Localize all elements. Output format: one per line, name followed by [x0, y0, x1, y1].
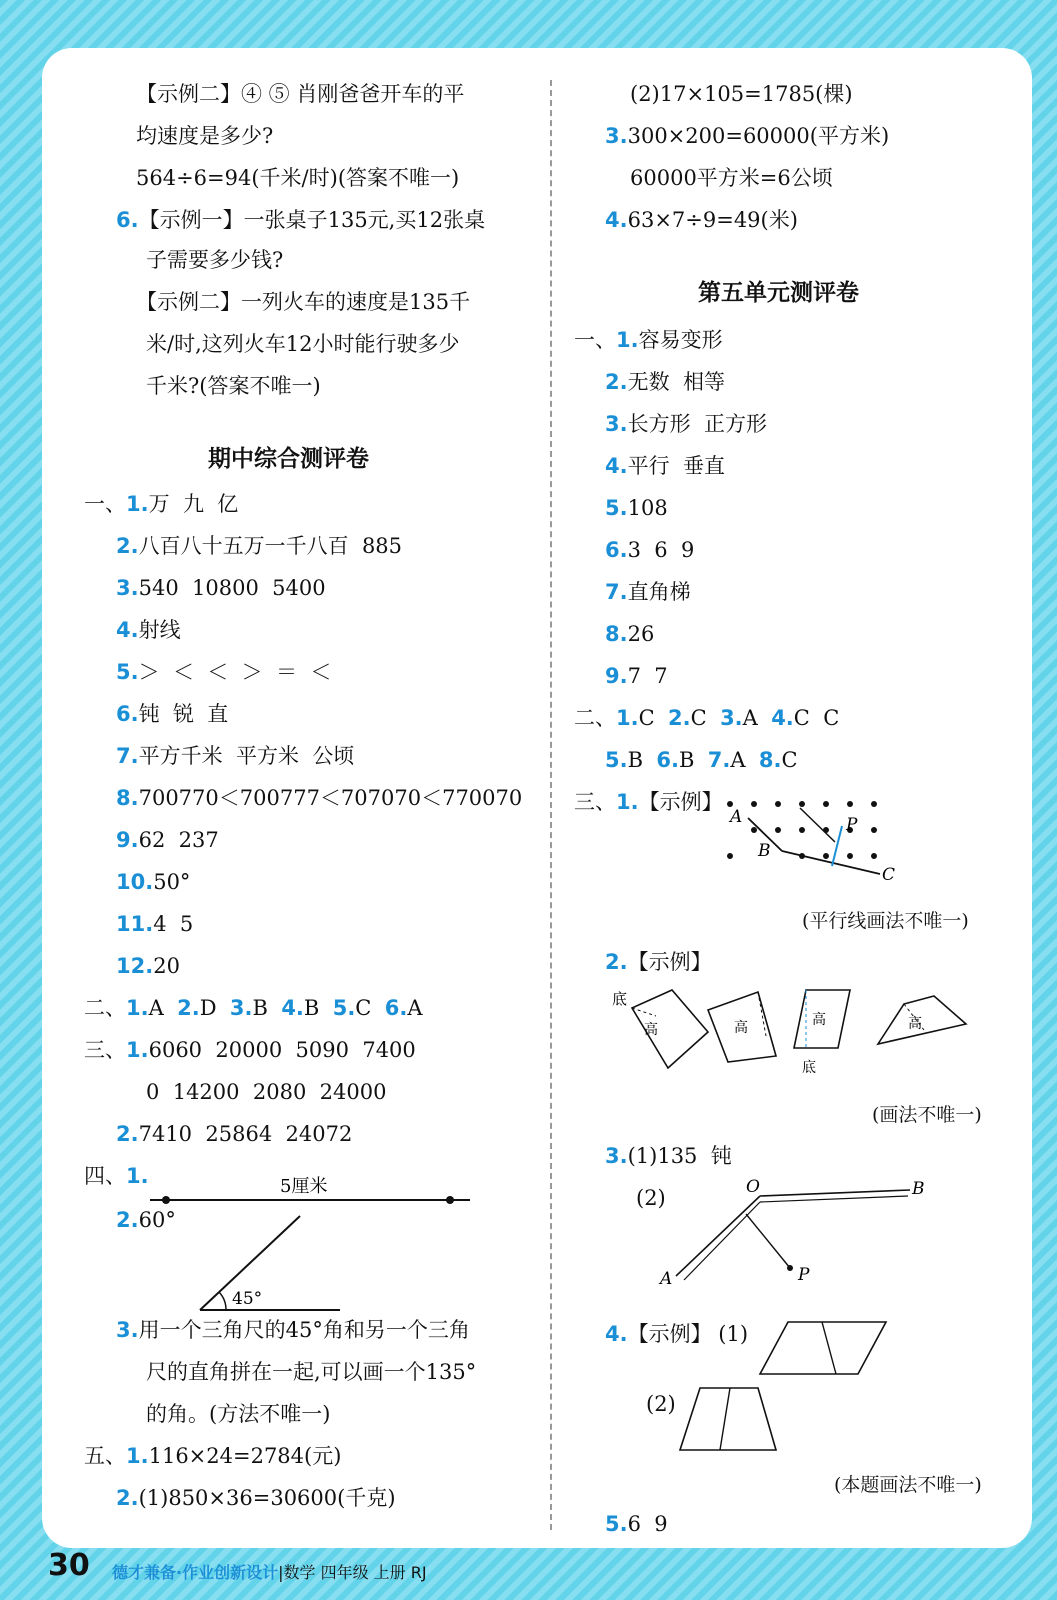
label-A: A: [660, 1269, 673, 1289]
label-di-2: 底: [802, 1060, 816, 1076]
item-number: 8.: [758, 748, 782, 772]
h-4b: (2): [646, 1392, 676, 1416]
answer: C: [355, 996, 372, 1020]
answer: A: [148, 996, 164, 1020]
q1-11: [116, 910, 193, 938]
item-number: 2.: [605, 950, 628, 974]
q1-2: [116, 532, 402, 560]
item-number: 3.: [229, 996, 253, 1020]
q1-8: [116, 784, 522, 812]
item-number: 7.: [605, 580, 628, 604]
q5-2: [116, 1484, 396, 1512]
answer: 700770＜700777＜707070＜770070: [138, 786, 523, 810]
answer: 直角梯: [627, 580, 691, 604]
line-l8: 千米?(答案不唯一): [146, 374, 321, 398]
item-number: 3.: [116, 1318, 139, 1342]
f-1: [574, 326, 723, 354]
q1-9: [116, 826, 219, 854]
point-P: [787, 1265, 793, 1271]
h-4: [605, 1320, 748, 1348]
f-9: [605, 662, 668, 690]
parallel-OA: [684, 1202, 760, 1280]
item-number: 6.: [116, 702, 139, 726]
q5-1: [84, 1442, 341, 1470]
answer: 长方形 正方形: [627, 412, 767, 436]
q1-10: [116, 868, 190, 896]
item-number: 1.: [126, 1038, 149, 1062]
brand-name: 德才兼备·作业创新设计: [112, 1563, 279, 1582]
answer: 300×200=60000(平方米): [627, 124, 890, 148]
parallel-OB: [760, 1196, 908, 1202]
answer: A: [407, 996, 423, 1020]
section-mark: 三、: [574, 790, 616, 814]
label-P: P: [798, 1265, 810, 1285]
q2-row: [84, 994, 423, 1022]
item-number: 1.: [616, 790, 639, 814]
label-gao-4: 高: [908, 1016, 922, 1032]
q4-3b: 尺的直角拼在一起,可以画一个135°: [146, 1360, 477, 1384]
item-number: 1.: [616, 328, 639, 352]
angle-45-figure: [190, 1210, 350, 1320]
line-l7: 米/时,这列火车12小时能行驶多少: [146, 332, 460, 356]
answer: 射线: [138, 618, 181, 642]
answer: 7410 25864 24072: [138, 1122, 353, 1146]
item-number: 2.: [116, 534, 139, 558]
h-2: [605, 948, 712, 976]
answer: B: [678, 748, 695, 772]
section-mark: 二、: [84, 996, 126, 1020]
line-l1: 【示例二】④ ⑤ 肖刚爸爸开车的平: [136, 82, 465, 106]
f-6: [605, 536, 694, 564]
answer: 7 7: [627, 664, 668, 688]
item-number: 3.: [605, 412, 628, 436]
segment-endpoint: [446, 1196, 454, 1204]
answer: 50°: [153, 870, 191, 894]
q4-3c: 的角。(方法不唯一): [146, 1402, 331, 1426]
note-h4: (本题画法不唯一): [834, 1474, 982, 1496]
q1-3: [116, 574, 326, 602]
answer: 63×7÷9=49(米): [627, 208, 798, 232]
q1-5: [116, 658, 331, 686]
answer: B: [627, 748, 644, 772]
section-mark: 五、: [84, 1444, 126, 1468]
answer: 6060 20000 5090 7400: [148, 1038, 416, 1062]
q1-4: [116, 616, 181, 644]
answer: B: [303, 996, 320, 1020]
answer: 八百八十五万一千八百 885: [138, 534, 403, 558]
r-line-1: (2)17×105=1785(棵): [630, 82, 853, 106]
f-8: [605, 620, 654, 648]
label-gao-3: 高: [812, 1012, 826, 1028]
item-number: 5.: [605, 748, 628, 772]
item-number: 4.: [116, 618, 139, 642]
answer: 4 5: [153, 912, 194, 936]
answer: D: [199, 996, 217, 1020]
q1-1: [84, 490, 238, 518]
label-A: A: [730, 807, 743, 827]
h-1: [574, 788, 723, 816]
segment-5cm-figure: [150, 1170, 480, 1210]
q1-6: [116, 700, 228, 728]
item-number: 6.: [116, 208, 139, 232]
text: 【示例一】一张桌子135元,买12张桌: [138, 208, 486, 232]
item-number: 4.: [605, 1322, 628, 1346]
item-number: 11.: [116, 912, 154, 936]
section-mark: 三、: [84, 1038, 126, 1062]
line-l6: 【示例二】一列火车的速度是135千: [136, 290, 471, 314]
item-number: 2.: [116, 1486, 139, 1510]
answer: C C: [793, 706, 840, 730]
label-gao-1: 高: [644, 1022, 658, 1038]
answer: 60°: [138, 1208, 176, 1232]
perpendicular-P: [746, 1214, 790, 1268]
item-number: 3.: [605, 124, 628, 148]
item-number: 6.: [605, 538, 628, 562]
answer: 用一个三角尺的45°角和另一个三角: [138, 1318, 470, 1342]
item-number: 2.: [177, 996, 200, 1020]
answer: 26: [627, 622, 655, 646]
answer: A: [730, 748, 746, 772]
item-number: 3.: [116, 576, 139, 600]
label: 【示例】: [627, 950, 712, 974]
g-row2: [605, 746, 798, 774]
book-info: |数学 四年级 上册 RJ: [278, 1563, 427, 1582]
item-number: 4.: [605, 208, 628, 232]
ray-OB: [760, 1190, 910, 1196]
h-5: [605, 1510, 668, 1538]
item-number: 7.: [707, 748, 731, 772]
label-P: P: [846, 815, 858, 835]
f-3: [605, 410, 767, 438]
item-6: [116, 206, 485, 234]
item-number: 2.: [668, 706, 691, 730]
answer: A: [742, 706, 758, 730]
item-number: 1.: [126, 996, 149, 1020]
answer: C: [638, 706, 655, 730]
trapezoid-cut-figure: [680, 1386, 780, 1452]
r-q3b: 60000平方米=6公顷: [630, 166, 833, 190]
label-C: C: [882, 865, 896, 885]
item-number: 3.: [605, 1144, 628, 1168]
parallel-line: [800, 808, 835, 842]
f-4: [605, 452, 725, 480]
angle-oab-figure: [660, 1177, 940, 1300]
item-number: 9.: [605, 664, 628, 688]
section-mark: 二、: [574, 706, 616, 730]
page-number: 30: [48, 1548, 90, 1583]
item-number: 8.: [116, 786, 139, 810]
q4-2: [116, 1206, 176, 1234]
note-h1: (平行线画法不唯一): [802, 910, 969, 932]
perpendicular-line: [832, 826, 842, 866]
item-number: 1.: [126, 1444, 149, 1468]
line-l2: 均速度是多少?: [136, 124, 274, 148]
label-B: B: [758, 841, 771, 861]
item-number: 12.: [116, 954, 154, 978]
item-number: 8.: [605, 622, 628, 646]
label-di-1: 底: [612, 990, 628, 1008]
label: 【示例】: [638, 790, 723, 814]
parallelogram-heights-figure: [612, 990, 992, 1090]
line-BC: [782, 851, 880, 874]
f-2: [605, 368, 725, 396]
answer: 容易变形: [638, 328, 723, 352]
segment-endpoint: [162, 1196, 170, 1204]
answer: 平行 垂直: [627, 454, 725, 478]
label-B: B: [912, 1179, 925, 1199]
label-O: O: [746, 1177, 760, 1197]
item-number: 9.: [116, 828, 139, 852]
answer: 3 6 9: [627, 538, 695, 562]
f-5: [605, 494, 668, 522]
answer: (1)135 钝: [627, 1144, 732, 1168]
q4-1: [84, 1162, 149, 1190]
answer: 6 9: [627, 1512, 668, 1536]
angle-arc: [219, 1292, 226, 1310]
item-number: 5.: [605, 1512, 628, 1536]
shape-4: [878, 996, 966, 1044]
answer: C: [781, 748, 798, 772]
item-number: 2.: [116, 1208, 139, 1232]
r-q3: [605, 122, 889, 150]
answer: 无数 相等: [627, 370, 725, 394]
item-number: 3.: [720, 706, 743, 730]
answer: 20: [153, 954, 180, 978]
item-number: 10.: [116, 870, 154, 894]
angle-label: 45°: [232, 1289, 263, 1309]
line-l3: 564÷6=94(千米/时)(答案不唯一): [136, 166, 460, 190]
answer: C: [690, 706, 707, 730]
item-number: 4.: [771, 706, 794, 730]
item-number: 5.: [605, 496, 628, 520]
answer: 钝 锐 直: [138, 702, 229, 726]
parallelogram: [760, 1322, 886, 1374]
item-number: 6.: [384, 996, 408, 1020]
item-number: 4.: [605, 454, 628, 478]
answer: 平方千米 平方米 公顷: [138, 744, 355, 768]
note-h2: (画法不唯一): [872, 1104, 982, 1126]
item-number: 1.: [616, 706, 639, 730]
answer: ＞ ＜ ＜ ＞ ＝ ＜: [138, 660, 332, 684]
label-gao-2: 高: [734, 1020, 748, 1036]
q3-2: [116, 1120, 352, 1148]
answer: (1)850×36=30600(千克): [138, 1486, 396, 1510]
item-number: 6.: [656, 748, 679, 772]
answer: 540 10800 5400: [138, 576, 326, 600]
cut-line-2: [720, 1388, 730, 1450]
answer: 116×24=2784(元): [148, 1444, 342, 1468]
answer: B: [252, 996, 268, 1020]
answer: 62 237: [138, 828, 219, 852]
section-mark: 一、: [84, 492, 126, 516]
item-number: 5.: [116, 660, 139, 684]
section-title-midterm: 期中综合测评卷: [208, 446, 369, 472]
item-number: 5.: [332, 996, 356, 1020]
q3-1b: 0 14200 2080 24000: [146, 1080, 387, 1104]
q1-7: [116, 742, 354, 770]
item-number: 2.: [116, 1122, 139, 1146]
f-7: [605, 578, 691, 606]
q3-1: [84, 1036, 416, 1064]
section-title-unit5: 第五单元测评卷: [698, 280, 859, 306]
section-mark: 四、: [84, 1164, 126, 1188]
h-3: [605, 1142, 732, 1170]
item-number: 1.: [126, 492, 149, 516]
q4-3: [116, 1316, 470, 1344]
dot-grid-parallel-figure: [720, 796, 920, 886]
cut-line-1: [822, 1322, 836, 1374]
r-q4: [605, 206, 798, 234]
footer-info: [112, 1560, 427, 1583]
item-number: 1.: [126, 1164, 149, 1188]
line-l5: 子需要多少钱?: [146, 248, 284, 272]
item-number: 2.: [605, 370, 628, 394]
g-row1: [574, 704, 839, 732]
item-number: 7.: [116, 744, 139, 768]
column-divider: [550, 80, 552, 1530]
section-mark: 一、: [574, 328, 616, 352]
answer: 万 九 亿: [148, 492, 239, 516]
item-number: 4.: [281, 996, 304, 1020]
label: 【示例】 (1): [627, 1322, 749, 1346]
parallelogram-cut-figure: [760, 1320, 890, 1376]
q1-12: [116, 952, 180, 980]
ray-OA: [676, 1196, 760, 1276]
segment-label: 5厘米: [280, 1176, 328, 1197]
h-3b: (2): [636, 1186, 666, 1210]
answer: 108: [627, 496, 668, 520]
